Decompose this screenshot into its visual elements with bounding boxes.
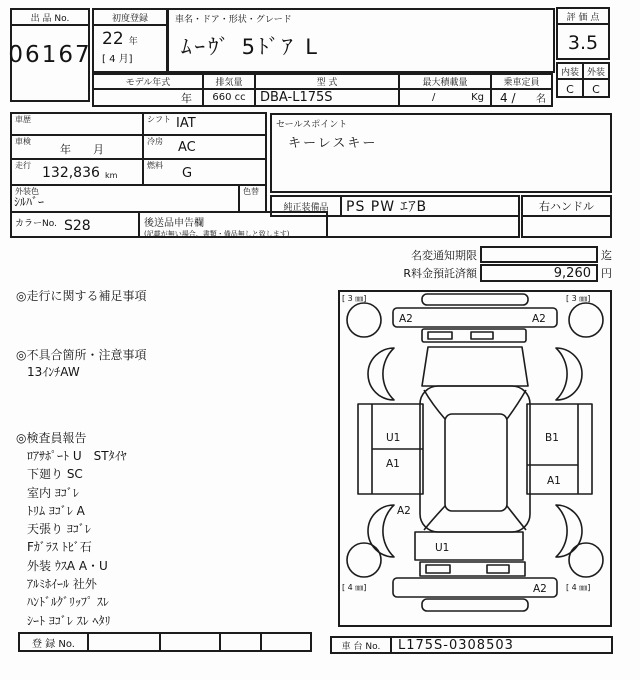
interior-label: 内装	[558, 64, 584, 78]
handle-box	[521, 195, 612, 217]
repaint-cell	[240, 186, 265, 211]
sales-point-value: キーレスキー	[288, 136, 378, 151]
front-left-tread-label: [ 3 ㎜]	[342, 294, 367, 303]
mileage-value: 132,836	[42, 165, 100, 181]
body-color-value: ｼﾙﾊﾞｰ	[14, 195, 45, 209]
front-left-tire	[347, 303, 381, 337]
mark-left-door-upper: U1	[386, 432, 401, 444]
registration-cell-3	[221, 634, 262, 650]
repaint-label: 色替	[243, 187, 259, 196]
shift-value: IAT	[176, 116, 196, 131]
capacity-label: 乗車定員	[492, 75, 551, 90]
equipment-label: 純正装備品	[272, 197, 342, 215]
recycle-fee-value: 9,260	[480, 264, 598, 282]
rear-right-tread-label: [ 4 ㎜]	[566, 583, 591, 592]
model-year-value: 年	[181, 92, 192, 105]
fuel-value: G	[182, 166, 193, 181]
inspector-report-item: 下廻り SC	[27, 467, 83, 482]
name-change-unit: 迄	[601, 248, 612, 262]
inspector-report-title: ◎検査員報告	[16, 431, 87, 445]
interior-exterior-box	[556, 62, 610, 98]
mark-front-bumper-right: A2	[532, 313, 546, 325]
registration-cell-2	[161, 634, 221, 650]
first-registration-label: 初度登録	[94, 10, 166, 26]
model-year-label: モデル年式	[94, 75, 202, 90]
exterior-label: 外装	[586, 67, 605, 78]
exterior-grade: C	[592, 82, 600, 96]
a-pillar-right	[507, 390, 526, 419]
front-bumper-strip	[422, 294, 528, 305]
c-pillar-right	[507, 506, 526, 530]
front-right-fender	[556, 348, 582, 400]
defects-title: ◎不具合箇所・注意事項	[16, 348, 147, 362]
front-left-fender	[368, 348, 394, 400]
mark-right-door-upper: B1	[545, 432, 559, 444]
max-load-value: /	[432, 92, 436, 103]
displacement-cell	[204, 75, 256, 105]
first-registration-year: 22	[102, 29, 124, 49]
recycle-fee-label: R料金預託済額	[403, 267, 477, 280]
equipment-box	[270, 195, 520, 217]
name-change-field	[480, 246, 598, 263]
rear-left-tread-label: [ 4 ㎜]	[342, 583, 367, 592]
color-no-box	[10, 211, 140, 238]
model-code-cell	[256, 75, 400, 105]
a-pillar-left	[424, 390, 445, 419]
history-cell	[12, 114, 144, 134]
rear-bumper-strip	[422, 599, 528, 611]
model-code-label: 型 式	[256, 75, 398, 90]
roof	[445, 414, 507, 511]
defect-item: 13ｲﾝﾁAW	[27, 365, 80, 379]
spec-row	[92, 73, 553, 107]
inspector-report-item: ﾄﾘﾑ ﾖｺﾞﾚ A	[27, 503, 85, 518]
front-panel	[422, 329, 526, 342]
sales-point-box	[270, 113, 612, 193]
displacement-label: 排気量	[204, 75, 254, 90]
fuel-cell	[144, 160, 265, 184]
recycle-fee-row	[346, 264, 612, 282]
rear-gate	[415, 532, 523, 560]
taillight-left	[426, 565, 450, 573]
registration-cell-4	[262, 634, 310, 650]
headlight-right	[471, 332, 493, 339]
empty-cell-right	[521, 215, 612, 238]
hood	[422, 347, 528, 386]
first-registration-year-unit: 年	[128, 37, 138, 47]
history-label: 車歴	[15, 115, 31, 124]
max-load-unit: Kg	[471, 92, 484, 103]
mark-left-rear-fender: A2	[397, 505, 411, 517]
front-right-tire	[569, 303, 603, 337]
detail-table	[10, 112, 267, 213]
aircon-value: AC	[178, 140, 196, 155]
score-label: 評 価 点	[558, 9, 608, 25]
car-name-box	[167, 8, 555, 73]
capacity-value: 4 /	[500, 90, 516, 105]
later-items-label: 後送品申告欄	[144, 218, 204, 229]
inspector-report-item: ｱﾙﾐﾎｲｰﾙ 社外	[27, 577, 97, 592]
sales-point-label: セールスポイント	[276, 120, 348, 130]
interior-grade: C	[558, 80, 584, 98]
inspector-report-item: 天張り ﾖｺﾞﾚ	[27, 522, 91, 537]
chassis-no-box	[330, 636, 613, 654]
chassis-no-label: 車 台 No.	[332, 638, 392, 652]
equipment-value: PS PW ｴｱB	[346, 199, 428, 215]
aircon-label: 冷房	[147, 137, 163, 146]
c-pillar-left	[424, 506, 445, 530]
inspector-report-item: ﾊﾝﾄﾞﾙｸﾞﾘｯﾌﾟ ｽﾚ	[27, 595, 109, 610]
rear-right-fender	[556, 505, 582, 557]
front-right-tread-label: [ 3 ㎜]	[566, 294, 591, 303]
rear-left-tire	[347, 543, 381, 577]
model-year-cell	[94, 75, 204, 105]
exhibit-no-box	[10, 8, 90, 102]
driving-remarks-title: ◎走行に関する補足事項	[16, 289, 147, 303]
registration-cell-1	[89, 634, 161, 650]
rear-left-fender	[368, 505, 394, 557]
name-change-row	[346, 246, 612, 263]
first-registration-month: [ 4 月]	[102, 54, 133, 65]
score-value: 3.5	[567, 31, 599, 54]
color-no-label: カラーNo.	[15, 219, 57, 229]
rear-right-tire	[569, 543, 603, 577]
mileage-unit: km	[105, 171, 118, 180]
chassis-no-value: L175S-0308503	[398, 637, 514, 653]
body-color-label: 外装色	[15, 187, 39, 196]
vehicle-diagram	[338, 290, 612, 627]
max-load-label: 最大積載量	[400, 75, 490, 90]
empty-cell-left	[326, 215, 520, 238]
inspector-report-item: 室内 ﾖｺﾞﾚ	[27, 485, 79, 500]
vehicle-diagram-svg	[340, 292, 610, 625]
inspection-value: 年 月	[60, 143, 104, 156]
fuel-label: 燃料	[147, 161, 163, 170]
inspector-report-item: Fｶﾞﾗｽ ﾄﾋﾞ石	[27, 540, 92, 555]
registration-no-label: 登 録 No.	[20, 634, 89, 650]
mark-rear-bumper: A2	[533, 583, 547, 595]
first-registration-box	[92, 8, 168, 73]
aircon-cell	[144, 136, 265, 158]
taillight-right	[487, 565, 509, 573]
body-color-cell	[12, 186, 240, 211]
score-box	[556, 7, 610, 60]
car-name-label: 車名・ドア・形状・グレード	[175, 15, 292, 25]
inspector-report-item: ｼｰﾄ ﾖｺﾞﾚ ｽﾚ ﾍﾀﾘ	[27, 613, 111, 628]
exhibit-no-value: 06167	[8, 42, 92, 68]
recycle-fee-unit: 円	[601, 267, 612, 280]
inspection-label: 車検	[15, 137, 31, 146]
color-no-value: S28	[64, 218, 91, 234]
capacity-unit: 名	[536, 94, 546, 105]
displacement-value: 660 cc	[212, 92, 246, 103]
inspector-report-item: 外装 ｳｽA A・U	[27, 558, 108, 573]
name-change-label: 名変通知期限	[411, 248, 477, 262]
handle-value: 右ハンドル	[539, 200, 594, 213]
mark-rear-gate: U1	[435, 542, 450, 554]
max-load-cell	[400, 75, 492, 105]
later-items-note: (記載が無い場合、書類・備品無しと致します)	[144, 230, 290, 238]
shift-cell	[144, 114, 265, 134]
model-code-value: DBA-L175S	[260, 90, 333, 105]
inspection-cell	[12, 136, 144, 158]
mark-front-bumper-left: A2	[399, 313, 413, 325]
inspector-report-item: ﾛｱｻﾎﾟｰﾄ U STﾀｲﾔ	[27, 449, 127, 463]
mileage-cell	[12, 160, 144, 184]
shift-label: シフト	[147, 115, 171, 124]
exhibit-no-label: 出 品 No.	[12, 10, 88, 26]
mark-right-door-lower: A1	[547, 475, 561, 487]
inspector-report-list	[27, 447, 317, 630]
mark-left-door-lower: A1	[386, 458, 400, 470]
registration-no-box	[18, 632, 312, 652]
car-name-value: ﾑｰｳﾞ 5ﾄﾞｱ L	[181, 35, 320, 59]
capacity-cell	[492, 75, 551, 105]
headlight-left	[428, 332, 452, 339]
mileage-label: 走行	[15, 161, 31, 170]
